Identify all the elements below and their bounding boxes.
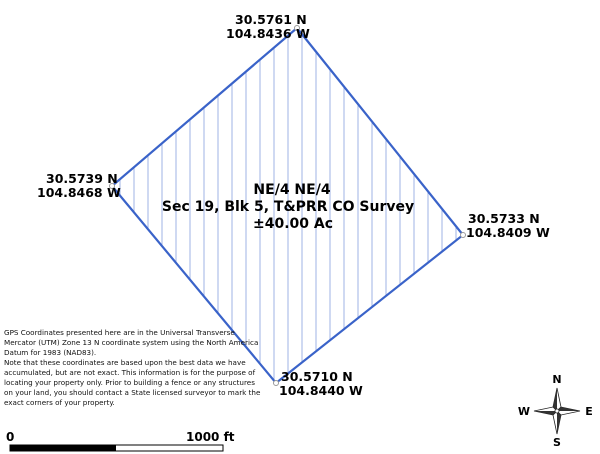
compass-east-label: E: [585, 405, 593, 418]
compass-rose-icon: [518, 373, 593, 449]
scale-end-label: 1000 ft: [186, 430, 235, 444]
gps-disclaimer: [4, 328, 266, 408]
corner-right-lat: 30.5733 N: [468, 211, 540, 226]
parcel-label-line-1: NE/4 NE/4: [253, 182, 331, 198]
corner-marker-bottom: [274, 381, 279, 386]
compass-west-label: W: [517, 405, 531, 418]
corner-top-lon: 104.8436 W: [226, 26, 310, 41]
corner-bottom-lat: 30.5710 N: [281, 369, 353, 384]
parcel-label-line-2: Sec 19, Blk 5, T&PRR CO Survey: [161, 199, 415, 215]
parcel-label-line-3: ±40.00 Ac: [252, 216, 334, 232]
corner-bottom-lon: 104.8440 W: [279, 383, 363, 398]
corner-top-lat: 30.5761 N: [235, 12, 307, 27]
corner-marker-right: [461, 233, 466, 238]
corner-right-lon: 104.8409 W: [466, 225, 550, 240]
compass-north-label: N: [552, 373, 562, 386]
scale-start-label: 0: [6, 430, 15, 444]
corner-left-lon: 104.8468 W: [37, 185, 121, 200]
disclaimer-paragraph-2: Note that these coordinates are based upon the best data we have accumulated, but are not exact. This information is for the purpose of locating your property only. Prior to building a fence or any structures on your land, you should contact a State licensed surveyor to mark the exact corners of your property.: [4, 358, 261, 407]
scale-bar: [6, 430, 235, 451]
disclaimer-paragraph-1: GPS Coordinates presented here are in the Universal Transverse Mercator (UTM) Zone 13 N coordinate system using the North America Datum for 1983 (NAD83).: [4, 328, 259, 357]
compass-south-label: S: [553, 436, 561, 449]
corner-left-lat: 30.5739 N: [46, 171, 118, 186]
